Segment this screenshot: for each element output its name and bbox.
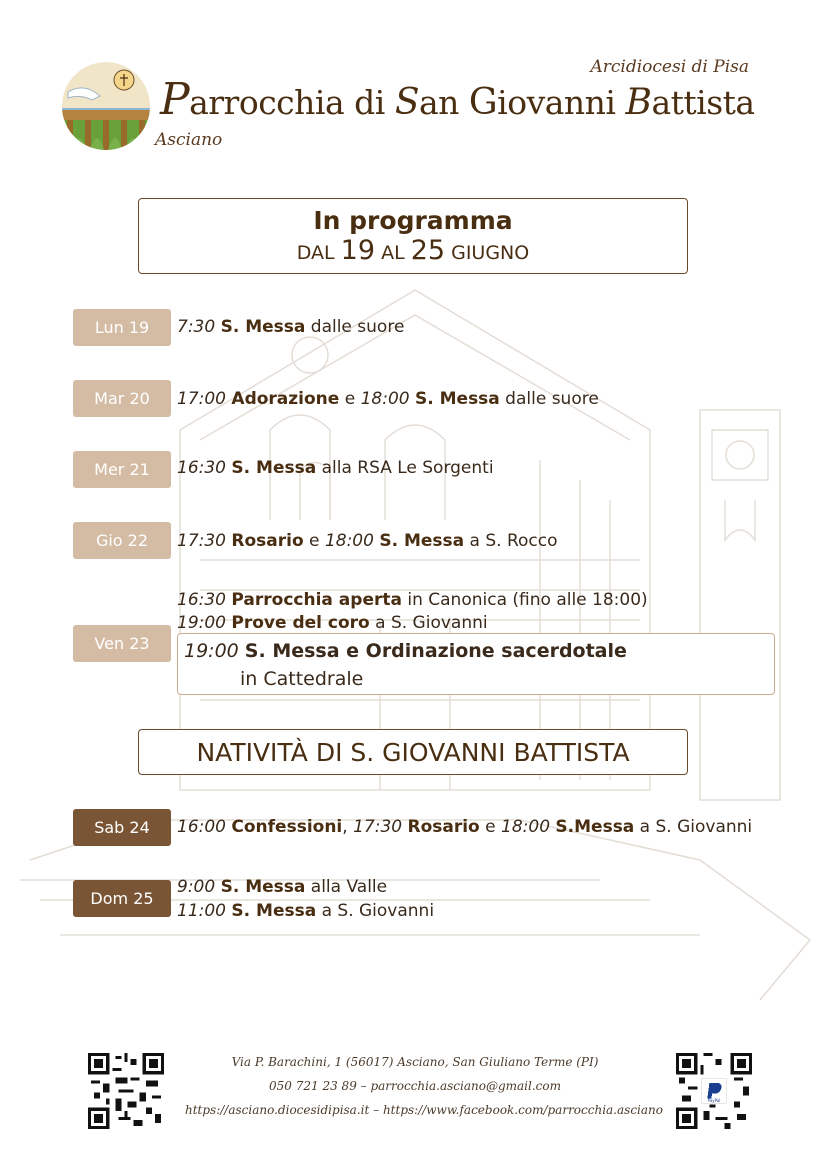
event-name: S. Messa — [231, 458, 317, 478]
title-text: arrocchia di — [189, 83, 395, 122]
event-name: S. Messa — [231, 901, 317, 921]
dates-start: 19 — [340, 235, 376, 266]
event-time: 17:30 — [353, 817, 408, 837]
day-badge-thu: Gio 22 — [73, 522, 171, 559]
event-time: 17:30 — [177, 531, 232, 551]
footer-links[interactable]: https://asciano.diocesidipisa.it – https://www.facebook.com/parrocchia.asciano — [185, 1103, 663, 1117]
event-name: S.Messa — [555, 817, 635, 837]
event-name: S. Messa e Ordinazione sacerdotale — [244, 640, 627, 662]
dates-month: GIUGNO — [445, 242, 530, 264]
event-place: alla Valle — [305, 877, 388, 897]
parish-logo — [62, 62, 150, 150]
location-subtitle: Asciano — [155, 130, 223, 150]
program-box — [138, 198, 688, 274]
paypal-qr-code[interactable] — [676, 1053, 752, 1129]
event-name: S. Messa — [220, 317, 306, 337]
event-time: 9:00 — [177, 877, 221, 897]
paypal-label: PayPal — [707, 1098, 721, 1104]
event-connector: e — [303, 531, 325, 551]
title-initial: B — [625, 82, 652, 123]
event-connector: , — [342, 817, 354, 837]
schedule-line-wed — [177, 458, 494, 478]
title-initial: G — [468, 82, 498, 123]
schedule-line-thu — [177, 531, 558, 551]
ordination-place: in Cattedrale — [240, 668, 364, 690]
event-time: 16:30 — [177, 590, 232, 610]
footer-phone-email[interactable]: 050 721 23 89 – parrocchia.asciano@gmail.com — [269, 1079, 561, 1093]
event-name: Prove del coro — [231, 613, 370, 633]
event-name: Rosario — [231, 531, 304, 551]
event-place: a S. Giovanni — [634, 817, 753, 837]
day-badge-wed: Mer 21 — [73, 451, 171, 488]
schedule-line-fri-2 — [177, 613, 488, 633]
event-time: 17:00 — [177, 389, 232, 409]
schedule-line-mon — [177, 317, 404, 337]
dates-al: AL — [375, 242, 411, 264]
event-name: Rosario — [407, 817, 480, 837]
event-place: a S. Rocco — [464, 531, 558, 551]
schedule-line-sun-2 — [177, 901, 434, 921]
title-initial: P — [160, 74, 190, 125]
program-title: In programma — [313, 206, 513, 235]
event-name: S. Messa — [415, 389, 500, 409]
website-qr-code[interactable] — [88, 1053, 164, 1129]
event-time: 18:00 — [324, 531, 380, 551]
ordination-highlight-box — [177, 633, 775, 695]
event-time: 19:00 — [184, 640, 245, 662]
title-text: an — [418, 83, 469, 122]
event-time: 7:30 — [177, 317, 221, 337]
event-place: dalle suore — [499, 389, 599, 409]
title-initial: S — [394, 82, 419, 123]
event-place: in Canonica (fino alle 18:00) — [401, 590, 648, 610]
program-dates — [139, 235, 687, 266]
title-text: attista — [651, 83, 755, 122]
event-name: S. Messa — [379, 531, 465, 551]
ordination-line — [184, 640, 627, 662]
footer-contacts — [185, 1050, 663, 1122]
title-text: iovanni — [497, 83, 626, 122]
event-time: 16:30 — [177, 458, 232, 478]
day-badge-sat: Sab 24 — [73, 809, 171, 846]
dates-end: 25 — [410, 235, 446, 266]
diocese-label: Arcidiocesi di Pisa — [590, 57, 749, 77]
event-name: S. Messa — [220, 877, 306, 897]
event-time: 18:00 — [501, 817, 556, 837]
event-time: 19:00 — [177, 613, 232, 633]
schedule-line-sun-1 — [177, 877, 387, 897]
parish-title — [160, 74, 760, 125]
day-badge-fri: Ven 23 — [73, 625, 171, 662]
event-time: 11:00 — [177, 901, 232, 921]
event-name: Parrocchia aperta — [231, 590, 402, 610]
event-place: a S. Giovanni — [316, 901, 435, 921]
footer-address: Via P. Barachini, 1 (56017) Asciano, San Giuliano Terme (PI) — [231, 1055, 599, 1069]
event-connector: e — [339, 389, 361, 409]
event-connector: e — [479, 817, 502, 837]
schedule-line-fri-1 — [177, 590, 648, 610]
schedule-line-sat — [177, 817, 752, 837]
event-time: 18:00 — [360, 389, 415, 409]
day-badge-tue: Mar 20 — [73, 380, 171, 417]
event-place: a S. Giovanni — [369, 613, 488, 633]
event-place: alla RSA Le Sorgenti — [316, 458, 494, 478]
dates-dal: DAL — [296, 242, 341, 264]
day-badge-mon: Lun 19 — [73, 309, 171, 346]
event-name: Confessioni — [231, 817, 343, 837]
feast-title-box: NATIVITÀ DI S. GIOVANNI BATTISTA — [138, 729, 688, 775]
event-place: dalle suore — [305, 317, 405, 337]
event-name: Adorazione — [231, 389, 340, 409]
schedule-line-tue — [177, 389, 599, 409]
day-badge-sun: Dom 25 — [73, 880, 171, 917]
event-time: 16:00 — [177, 817, 232, 837]
